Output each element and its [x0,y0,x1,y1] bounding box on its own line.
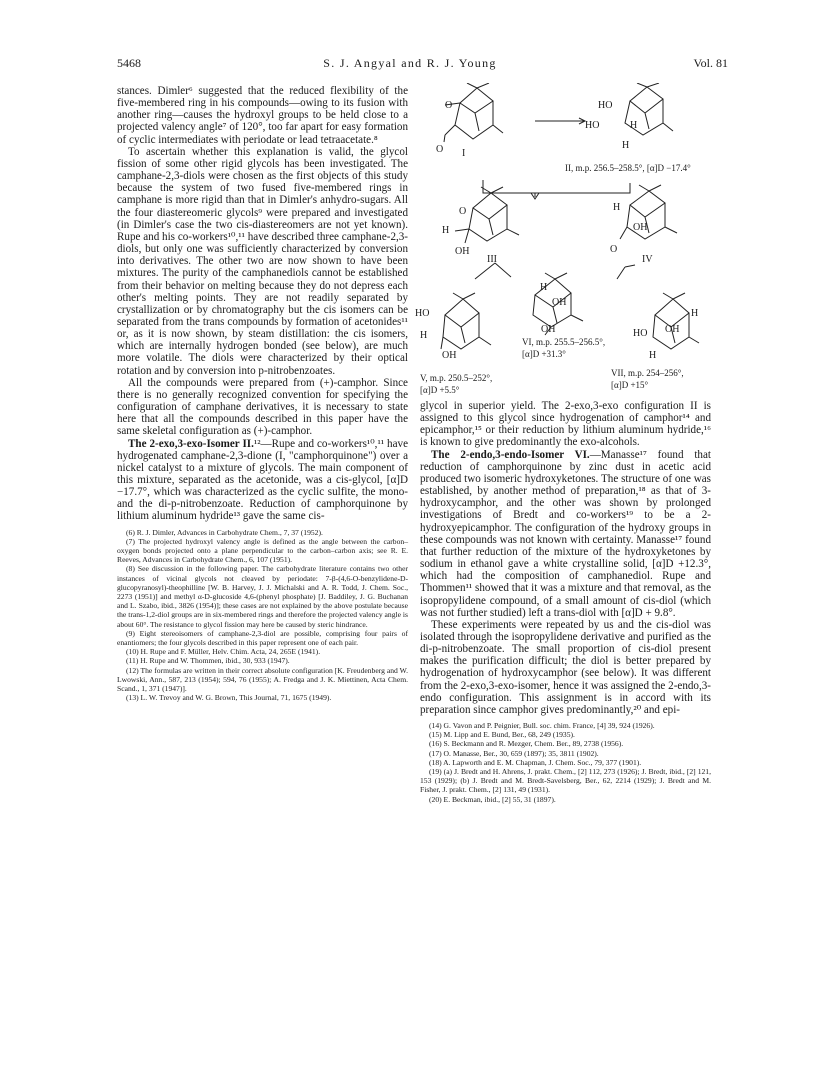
atom-label: OH [442,350,457,361]
footnote: (10) H. Rupe and F. Müller, Helv. Chim. Acta, 24, 265E (1941). [126,647,321,657]
reaction-arrow [535,118,585,124]
running-header [0,56,820,72]
structure-I [444,83,503,142]
page-number: 5468 [117,56,141,70]
left-column [117,85,408,702]
atom-label: OH [552,297,567,308]
atom-label: HO [633,328,648,339]
section-heading: The 2-endo,3-endo-Isomer VI. [431,448,590,461]
compound-label-III: III [487,254,497,265]
atom-label: O [445,100,453,111]
right-column [420,400,711,804]
footnote: (12) The formulas are written in their correct absolute configuration [K. Freudenberg and W. Lwowski, Ann., 587, 213 (1954); 594, 76 (1955); A. Fredga and J. K. Miettinen, Acta Chem. Scand., 1, 371 (1947)]. [117,665,408,694]
arrow-III-V [475,263,511,279]
section-paragraph [117,438,408,523]
footnote: (14) G. Vavon and P. Peignier, Bull. soc. chim. France, [4] 39, 924 (1926). [429,721,655,731]
arrow-IV [617,265,635,279]
atom-label: OH [633,222,648,233]
bracket-arrow [483,180,630,193]
structure-VII [653,293,699,349]
atom-label: HO [585,120,600,131]
atom-label: O [436,144,444,155]
atom-label: H [613,202,621,213]
footnote: (6) R. J. Dimler, Advances in Carbohydrate Chem., 7, 37 (1952). [126,527,323,537]
atom-label: H [649,350,657,361]
footnote: (8) See discussion in the following paper. The carbohydrate literature contains two other instances of vicinal glycols not cleaved by periodate: 7-β-(4,6-O-benzylidene-D-glucopyranosyl)-theophilline [W. B. Harvey, J. J. Michalski and A. R. Todd, J. Chem. Soc., 2273 (1951)] and methyl α-D-glucoside 4,6-(phenyl phosphate) [J. Baddiley, J. G. Buchanan and L. Szabo, ibid., 3826 (1954)]; these cases are not explained by the above postulate because the trans-1,2-diol groups are in six-membered rings and therefore the projected valency angle is about 60°. The resistance to glycol fission may here be caused by steric hindrance. [117,564,408,629]
atom-label: O [610,244,618,255]
atom-label: H [540,282,548,293]
atom-label: HO [598,100,613,111]
compound-label-VII-rotation: [α]D +15° [611,380,649,390]
reaction-scheme-figure [415,83,715,398]
footnote: (7) The projected hydroxyl valency angle is defined as the angle between the carbon–oxygen bonds projected onto a plane perpendicular to the carbon–carbon axis; see R. E. Reeves, Advances in Carbohydrate Chem., 6, 107 (1951). [117,536,408,565]
compound-label-V-rotation: [α]D +5.5° [420,385,460,395]
footnote: (11) H. Rupe and W. Thommen, ibid., 30, 933 (1947). [126,656,290,666]
compound-label-VI: VI, m.p. 255.5–256.5°, [522,337,606,347]
atom-label: O [459,206,467,217]
section-text: —Manasse¹⁷ found that reduction of camphorquinone by zinc dust in acetic acid produced two isomeric hydroxyketones. The structure of one was established, by another method of preparation,¹⁸ as that of 3-hydroxycamphor, and the other was shown by prolonged investigations of Bredt and co-workers¹⁹ to be a 2-hydroxyepicamphor. The configuration of the hydroxy groups in these compounds was not known with certainty. Manasse¹⁷ found that further reduction of the mixture of the hydroxyketones by sodium in ethanol gave a white crystalline solid, [α]D +12.3°, which had the composition of camphanediol. Rupe and Thommen¹¹ showed that it was a mixture and that removal, as the isopropylidene compound, of a small amount of cis-diol (which was not further studied) left a trans-diol with [α]D + 9.8°. [420,448,711,619]
atom-label: HO [415,308,430,319]
atom-label: H [630,120,638,131]
footnotes-right [420,721,711,804]
compound-label-IV: IV [642,254,653,265]
footnote: (9) Eight stereoisomers of camphane-2,3-diol are possible, comprising four pairs of enantiomers; the four glycols described in this paper represent one of each pair. [117,628,408,648]
footnotes-left [117,528,408,703]
atom-label: OH [455,246,470,257]
volume-label: Vol. 81 [693,56,728,70]
running-authors: S. J. Angyal and R. J. Young [323,56,497,70]
section-paragraph [420,449,711,619]
compound-label-V: V, m.p. 250.5–252°, [420,373,493,383]
footnote: (20) E. Beckman, ibid., [2] 55, 31 (1897). [429,794,556,804]
compound-label-VII: VII, m.p. 254–256°, [611,368,684,378]
structure-V [441,293,491,349]
footnote: (18) A. Lapworth and E. M. Chapman, J. Chem. Soc., 79, 377 (1901). [429,757,642,767]
footnote: (17) O. Manasse, Ber., 30, 659 (1897); 35, 3811 (1902). [429,748,599,758]
section-text: ¹²—Rupe and co-workers¹⁰,¹¹ have hydrogenated camphane-2,3-dione (I, "camphorquinone") over a nickel catalyst to a mixture of glycols. The main component of this mixture, separated as the acetonide, was a cis-glycol, [α]D −17.7°, which was characterized as the cyclic sulfite, the mono- and the di-p-nitrobenzoate. Reduction of camphorquinone by lithium aluminum hydride¹³ gave the same cis- [117,437,408,523]
body-paragraph: To ascertain whether this explanation is valid, the glycol fission of some other rigid glycols has been investigated. The camphane-2,3-diols were chosen as the first objects of this study because the system of two fused five-membered rings in camphane is more rigid than that in Dimler's anhydro-sugars. All the four diastereomeric glycols⁹ were prepared and investigated (in Dimler's case the two cis-diastereomers are not yet known). Rupe and his co-workers¹⁰,¹¹ have described three camphane-2,3-diols, but only one was sufficiently characterized by conversion into derivatives. The other two are now shown to have been mixtures. The purity of the camphanediols cannot be established from their behavior on melting because they do not depress each other's melting points. They are not readily separated by crystallization or by chromatography but the cis isomers can be separated from the trans compounds by formation of acetonides¹¹ or, as it is now shown, by steam distillation: the cis isomers, which are internally hydrogen bonded (see below), are much more volatile. The diols were characterized by their optical rotation and by conversion into p-nitrobenzoates. [117,145,408,377]
atom-label: H [442,225,450,236]
compound-label-II: II, m.p. 256.5–258.5°, [α]D −17.4° [565,163,691,173]
footnote: (15) M. Lipp and E. Bund, Ber., 68, 249 (1935). [429,730,575,740]
atom-label: H [622,140,630,151]
atom-label: OH [541,324,556,335]
footnote: (13) L. W. Trevoy and W. G. Brown, This Journal, 71, 1675 (1949). [126,693,332,703]
body-paragraph: glycol in superior yield. The 2-exo,3-exo configuration II is assigned to this glycol since hydrogenation of camphor¹⁴ and epicamphor,¹⁵ or their reduction by lithium aluminum hydride,¹⁶ is known to give predominantly the exo-alcohols. [420,400,711,449]
body-paragraph: All the compounds were prepared from (+)-camphor. Since there is no generally recognized convention for specifying the configuration of camphane derivatives, it is necessary to state here that all the compounds described in this paper have the same skeletal configuration as (+)-camphor. [117,376,408,438]
footnote: (19) (a) J. Bredt and H. Ahrens, J. prakt. Chem., [2] 112, 273 (1926); J. Bredt, ibid., [2] 121, 153 (1929); (b) J. Bredt and M. Bredt-Savelsberg, Ber., 62, 2214 (1929); J. Bredt and M. Fisher, J. prakt. Chem., [2] 131, 49 (1931). [420,767,711,795]
body-paragraph: stances. Dimler⁶ suggested that the reduced flexibility of the five-membered ring in his compounds—owing to its fusion with another ring—causes the hydroxyl groups to be held close to a projected valency angle⁷ of 120°, too far apart for easy formation of cyclic intermediates with periodate or lead tetraacetate.⁸ [117,85,408,146]
footnote: (16) S. Beckmann and R. Mezger, Chem. Ber., 89, 2738 (1956). [429,739,624,749]
atom-label: H [691,308,699,319]
compound-label-I: I [462,148,466,159]
body-paragraph: These experiments were repeated by us and the cis-diol was isolated through the isopropylidene derivative and purified as the di-p-nitrobenzoate. The small proportion of cis-diol present makes the purification difficult; the diol is better prepared by hydrogenation of hydroxycamphor (see below). It was different from the 2-exo,3-exo-isomer, hence it was assigned the 2-endo,3-endo configuration. This assignment is in accord with its preparation since camphor gives predominantly,²⁰ and epi- [420,618,711,716]
atom-label: H [420,330,428,341]
compound-label-VI-rotation: [α]D +31.3° [522,349,566,359]
atom-label: OH [665,324,680,335]
section-heading: The 2-exo,3-exo-Isomer II. [128,437,254,450]
